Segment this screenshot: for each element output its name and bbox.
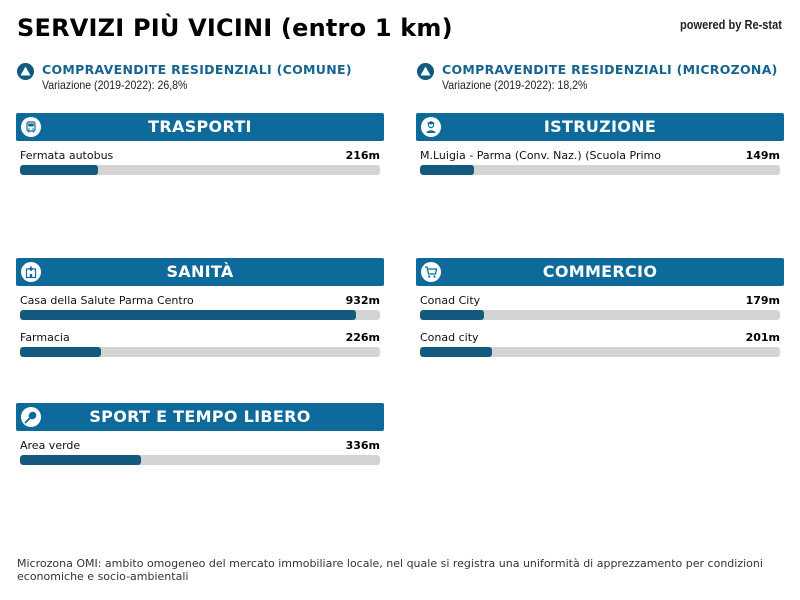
service-name: Farmacia bbox=[20, 331, 70, 344]
service-name: Conad city bbox=[420, 331, 479, 344]
service-name: Fermata autobus bbox=[20, 149, 114, 162]
service-distance: 336m bbox=[345, 439, 380, 452]
distance-bar-fill bbox=[420, 165, 474, 175]
section-trasporti bbox=[16, 113, 384, 178]
service-name: Area verde bbox=[20, 439, 81, 452]
list-item bbox=[16, 286, 384, 323]
section-sport bbox=[16, 403, 384, 468]
section-header bbox=[16, 258, 384, 286]
service-distance: 149m bbox=[745, 149, 780, 162]
distance-bar bbox=[20, 455, 380, 465]
service-distance: 201m bbox=[745, 331, 780, 344]
service-distance: 179m bbox=[745, 294, 780, 307]
distance-bar-fill bbox=[420, 347, 492, 357]
section-title: ISTRUZIONE bbox=[543, 117, 657, 136]
stat-comune-title: COMPRAVENDITE RESIDENZIALI (COMUNE) bbox=[42, 62, 352, 77]
section-header bbox=[416, 113, 784, 141]
distance-bar bbox=[20, 165, 380, 175]
service-name: M.Luigia - Parma (Conv. Naz.) (Scuola Primo bbox=[420, 149, 661, 162]
service-distance: 226m bbox=[345, 331, 380, 344]
distance-bar bbox=[420, 310, 780, 320]
list-item bbox=[416, 141, 784, 178]
service-name: Conad City bbox=[420, 294, 481, 307]
section-title: COMMERCIO bbox=[542, 262, 658, 281]
list-item bbox=[416, 286, 784, 323]
footnote: Microzona OMI: ambito omogeneo del mercato immobiliare locale, nel quale si registra una uniformità di apprezzamento per condizioni economiche e socio-ambientali bbox=[17, 557, 763, 583]
powered-by-logo: powered by Re-stat bbox=[680, 17, 782, 32]
section-title: SANITÀ bbox=[166, 262, 234, 281]
section-header bbox=[416, 258, 784, 286]
distance-bar bbox=[420, 347, 780, 357]
section-header bbox=[16, 403, 384, 431]
service-distance: 216m bbox=[345, 149, 380, 162]
distance-bar bbox=[20, 347, 380, 357]
stat-microzona-title: COMPRAVENDITE RESIDENZIALI (MICROZONA) bbox=[442, 62, 778, 77]
section-istruzione bbox=[416, 113, 784, 178]
service-distance: 932m bbox=[345, 294, 380, 307]
distance-bar-fill bbox=[20, 165, 98, 175]
stat-comune-variation: Variazione (2019-2022): 26,8% bbox=[42, 78, 188, 92]
distance-bar bbox=[420, 165, 780, 175]
section-header bbox=[16, 113, 384, 141]
section-title: TRASPORTI bbox=[148, 117, 252, 136]
section-title: SPORT E TEMPO LIBERO bbox=[89, 407, 311, 426]
list-item bbox=[16, 141, 384, 178]
stat-microzona-variation: Variazione (2019-2022): 18,2% bbox=[442, 78, 588, 92]
distance-bar-fill bbox=[20, 455, 141, 465]
section-commercio bbox=[416, 258, 784, 360]
section-sanita bbox=[16, 258, 384, 360]
list-item bbox=[16, 431, 384, 468]
distance-bar-fill bbox=[20, 347, 101, 357]
list-item bbox=[16, 323, 384, 360]
distance-bar-fill bbox=[420, 310, 484, 320]
triangle-up-icon bbox=[417, 63, 434, 80]
page-title: SERVIZI PIÙ VICINI (entro 1 km) bbox=[17, 14, 453, 42]
list-item bbox=[416, 323, 784, 360]
triangle-up-icon bbox=[17, 63, 34, 80]
distance-bar-fill bbox=[20, 310, 356, 320]
service-name: Casa della Salute Parma Centro bbox=[20, 294, 194, 307]
distance-bar bbox=[20, 310, 380, 320]
